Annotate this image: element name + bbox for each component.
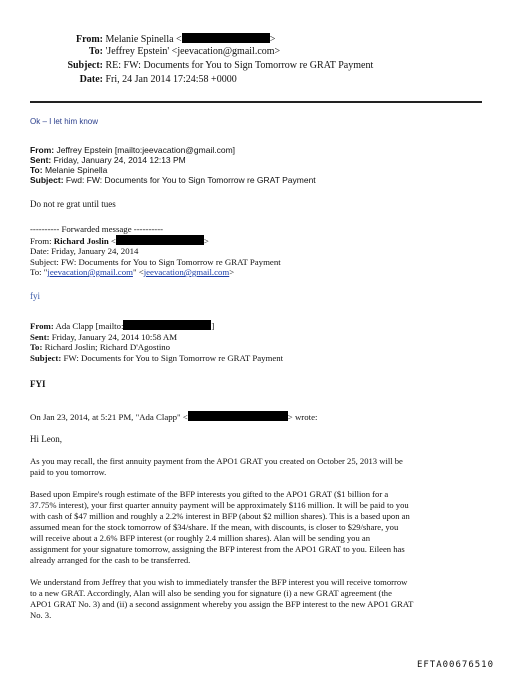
paragraph-line: to a new GRAT. Accordingly, Alan will also be sending you for signature (i) a new GRAT agreement (the — [30, 588, 392, 598]
msg3-from-value: Ada Clapp [mailto: — [55, 321, 124, 331]
header-to-value: 'Jeffrey Epstein' <jeevacation@gmail.com> — [105, 46, 281, 57]
fwd-subject: Subject: FW: Documents for You to Sign Tomorrow re GRAT Payment — [30, 256, 281, 267]
greeting: Hi Leon, — [30, 434, 62, 444]
fwd-from-label: From: — [30, 235, 52, 246]
header-from-value: Melanie Spinella < — [105, 34, 182, 45]
paragraph-1 — [30, 456, 480, 478]
reply-text: Ok – I let him know — [30, 117, 99, 126]
msg3-to-label: To: — [30, 342, 43, 352]
paragraph-line: will receive about a 2.6% BFP interest (or roughly 2.4 million shares). Alan will be sending you an — [30, 533, 371, 543]
paragraph-line: with cash of $47 million and roughly a 2.2% interest in BFP (about $2 million shares). This is a based upon an — [30, 511, 410, 521]
paragraph-2 — [30, 489, 480, 566]
fwd-to-prefix: To: " — [30, 267, 48, 277]
msg3-subject-label: Subject: — [30, 352, 62, 363]
msg3-fyi: FYI — [30, 379, 46, 389]
msg2-subject-value: Fwd: FW: Documents for You to Sign Tomorrow re GRAT Payment — [65, 175, 316, 185]
redaction-bar — [182, 33, 270, 43]
header-divider — [30, 101, 482, 103]
msg3-from-close: ] — [211, 321, 215, 331]
header-to-label: To: — [88, 46, 103, 57]
forwarded-block — [30, 224, 281, 278]
paragraph-line: We understand from Jeffrey that you wish to immediately transfer the BFP interest you will receive tomorrow — [30, 577, 408, 587]
paragraph-line: Based upon Empire's rough estimate of the BFP interests you gifted to the APO1 GRAT ($1 billion for a — [30, 489, 389, 499]
msg2-sent-value: Friday, January 24, 2014 12:13 PM — [53, 155, 186, 165]
header-to-row — [0, 46, 280, 57]
msg2-subject-label: Subject: — [30, 175, 64, 185]
msg2-header — [30, 145, 316, 185]
header-date-row — [0, 74, 237, 85]
email-link[interactable]: jeevacation@gmail.com — [47, 267, 133, 277]
fwd-from-name: Richard Joslin — [53, 235, 109, 246]
quote-intro — [30, 411, 317, 422]
msg3-subject-value: FW: Documents for You to Sign Tomorrow re GRAT Payment — [63, 352, 284, 363]
redaction-bar — [188, 411, 288, 421]
document-id: EFTA00676510 — [416, 660, 494, 670]
fwd-from-open: < — [110, 235, 116, 246]
msg2-to-value: Melanie Spinella — [44, 165, 108, 175]
fwd-to-mid: " < — [132, 267, 144, 277]
quote-intro-suffix: > wrote: — [287, 412, 318, 422]
paragraph-3 — [30, 577, 480, 621]
header-date-label: Date: — [79, 74, 103, 85]
msg3-sent-value: Friday, January 24, 2014 10:58 AM — [51, 331, 178, 342]
paragraph-line: paid to you tomorrow. — [30, 467, 107, 477]
paragraph-line: assignment for your signature tomorrow, assigning the BFP interest from the APO1 GRAT to you. Eileen has — [30, 544, 405, 554]
paragraph-line: As you may recall, the first annuity payment from the APO1 GRAT you created on October 25, 2013 will be — [30, 456, 403, 466]
header-date-value: Fri, 24 Jan 2014 17:24:58 +0000 — [105, 74, 237, 85]
paragraph-line: already arranged for the cash to be transferred. — [30, 555, 191, 565]
msg3-from-label: From: — [30, 321, 54, 331]
fwd-to-suffix: > — [229, 267, 235, 277]
email-link[interactable]: jeevacation@gmail.com — [143, 267, 230, 277]
header-subject-row — [0, 60, 373, 71]
header-subject-value: RE: FW: Documents for You to Sign Tomorrow re GRAT Payment — [105, 60, 374, 71]
header-from-row — [0, 33, 275, 45]
redaction-bar — [123, 320, 211, 330]
msg2-from-value: Jeffrey Epstein [mailto:jeevacation@gmail.com] — [56, 145, 236, 155]
msg3-sent-label: Sent: — [30, 331, 50, 342]
header-subject-label: Subject: — [67, 60, 103, 71]
msg2-from-label: From: — [30, 145, 55, 155]
header-from-close: > — [269, 34, 276, 45]
quote-intro-prefix: On Jan 23, 2014, at 5:21 PM, "Ada Clapp" < — [30, 412, 188, 422]
header-from-label: From: — [75, 34, 103, 45]
redaction-bar — [116, 235, 204, 245]
paragraph-line: APO1 GRAT No. 3) and (ii) a second assignment whereby you assign the BFP interest to the new APO1 GRAT — [30, 599, 414, 609]
forward-separator: ---------- Forwarded message ---------- — [30, 224, 164, 234]
fwd-from-close: > — [203, 235, 209, 246]
fwd-date: Date: Friday, January 24, 2014 — [30, 246, 139, 256]
msg2-sent-label: Sent: — [30, 155, 52, 165]
paragraph-line: No. 3. — [30, 610, 52, 620]
fyi-note: fyi — [30, 291, 40, 301]
msg2-body: Do not re grat until tues — [30, 199, 116, 209]
msg3-to-value: Richard Joslin; Richard D'Agostino — [44, 342, 171, 352]
msg2-to-label: To: — [30, 165, 43, 175]
paragraph-line: assumed mean for the stock tomorrow of $34/share. If the mean, with discounts, is closer to $29/share, you — [30, 522, 399, 532]
msg3-header — [30, 320, 283, 363]
paragraph-line: 37.75% interest), your first quarter annuity payment will be approximately $116 million. It will be paid to you — [30, 500, 409, 510]
